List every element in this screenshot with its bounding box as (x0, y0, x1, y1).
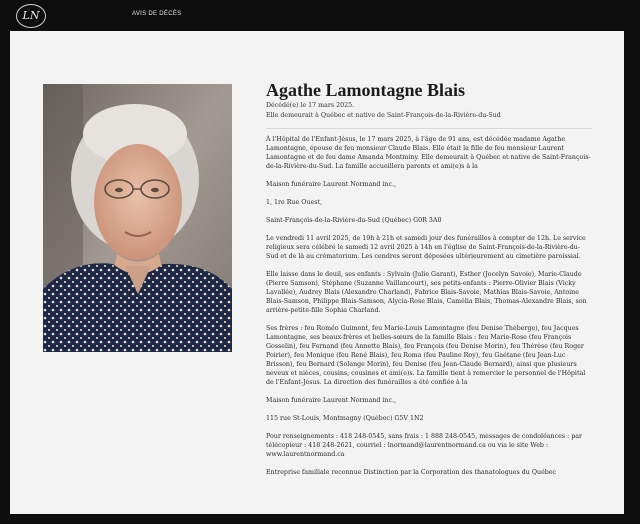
residence-line: Elle demeurait à Québec et native de Saint-François-de-la-Rivière-du-Sud (266, 112, 501, 119)
paragraph-distinction: Entreprise familiale reconnue Distinction par la Corporation des thanatologues du Québec (266, 469, 557, 476)
nav-link-obituaries[interactable]: AVIS DE DÉCÈS (132, 11, 182, 17)
divider (266, 128, 592, 129)
paragraph-announcement: À l'Hôpital de l'Enfant-Jésus, le 17 mars 2025, à l'âge de 91 ans, est décédée madame Agathe Lamontagne, épouse de feu monsieur Claude Blais. Elle était la fille de feu monsieur Laurent Lamontagne et de feu dame Amanda Montminy. Elle demeurait à Québec et native de Saint-François-de-la-Rivière-du-Sud. La famille accueillera parents et ami(e)s à la (266, 136, 591, 170)
funeral-home-logo[interactable]: LN (16, 4, 46, 28)
paragraph-funeral-home: Maison funéraire Laurent Normand inc., (266, 181, 397, 188)
paragraph-address: 1, 1re Rue Ouest, (266, 199, 322, 206)
deceased-name: Agathe Lamontagne Blais (266, 80, 466, 100)
paragraph-funeral-home-2: Maison funéraire Laurent Normand inc., (266, 397, 397, 404)
portrait-illustration (43, 84, 232, 352)
top-nav-bar (0, 0, 640, 30)
paragraph-service: Le vendredi 11 avril 2025, de 19h à 21h et samedi jour des funérailles à compter de 12h. Le service religieux sera célébré le samedi 12 avril 2025 à 14h en l'église de Saint-François-de-la-Rivière-du-Sud et de là au crématorium. Les cendres seront déposées ultérieurement au cimetière paroissial. (266, 235, 586, 260)
obituary-content (266, 80, 592, 486)
paragraph-address-2: 115 rue St-Louis, Montmagny (Québec) G5V 1N2 (266, 415, 424, 422)
portrait-photo (43, 84, 232, 352)
paragraph-family: Elle laisse dans le deuil, ses enfants : Sylvain (Julie Garant), Esther (Jocelyn Savoie), Marie-Claude (Pierre Samson), Stéphane (Suzanne Vaillancourt), ses petits-enfants : Pierre-Olivier Blais (Vicky Lavallée), Audrey Blais (Alexandre Charland), Fabrice Blais-Savoie, Mathias Blais-Savoie, Antoine Blais-Samson, Philippe Blais-Samson, Alycia-Rose Blais, Camélia Blais, Thomas-Alexandre Blais, son arrière-petite-fille Sophia Charland. (266, 271, 587, 314)
paragraph-city: Saint-François-de-la-Rivière-du-Sud (Québec) G0R 3A0 (266, 217, 442, 224)
paragraph-contact: Pour renseignements : 418 248-0545, sans frais : 1 888 248-0545, messages de condoléances : par télécopieur : 418 248-2621, courriel : lnormand@laurentnormand.ca ou via le site Web : www.laurentnormand.ca (266, 433, 583, 458)
paragraph-siblings: Ses frères : feu Roméo Guimont, feu Marie-Louis Lamontagne (feu Denise Théberge), feu Jacques Lamontagne, ses beaux-frères et belles-sœurs de la famille Blais : feu Marie-Rose (feu François Gosselin), feu Fernand (feu Annette Blais), feu François (feu Denise Morin), feu Thérèse (feu Roger Poirier), feu Monique (feu René Blais), feu Roma (feu Pauline Roy), feu Gaétane (feu Jean-Luc Brisson), feu Bernard (Solange Morin), feu Denise (feu Jean-Claude Bernard), ainsi que plusieurs neveux et nièces, cousins, cousines et ami(e)s. La famille tient à remercier le personnel de l'Hôpital de l'Enfant-Jésus. La direction des funérailles a été confiée à la (266, 325, 586, 386)
death-date: Décédé(e) le 17 mars 2025. (266, 102, 355, 109)
